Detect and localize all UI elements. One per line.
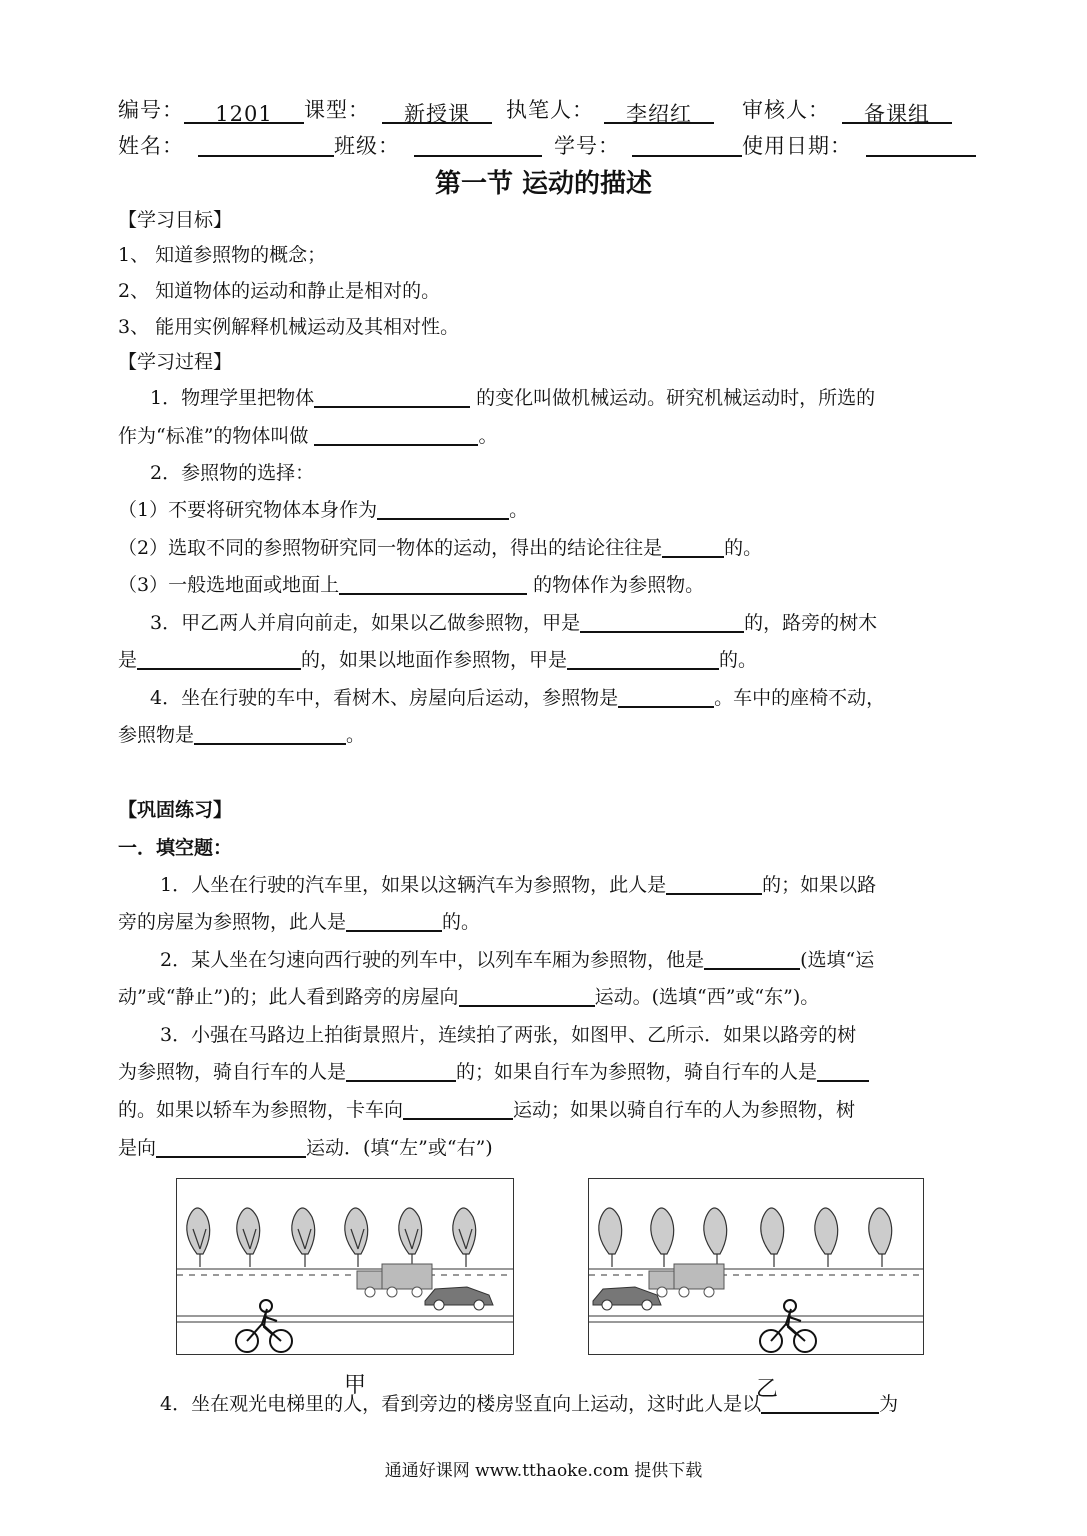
car-icon xyxy=(593,1287,661,1310)
q2-text: 2．参照物的选择： xyxy=(150,462,315,484)
answer-blank[interactable] xyxy=(346,910,442,932)
figure-yi xyxy=(588,1178,924,1355)
zhibi-value: 李绍红 xyxy=(604,102,714,124)
answer-blank[interactable] xyxy=(137,648,301,670)
answer-blank[interactable] xyxy=(339,573,527,595)
question-line xyxy=(118,985,819,1009)
answer-blank[interactable] xyxy=(156,1136,306,1158)
footer: 通通好课网 www.tthaoke.com 提供下载 xyxy=(384,1461,703,1481)
name-label: 姓名： xyxy=(118,134,184,158)
class-label: 班级： xyxy=(334,134,400,158)
header-row-1 xyxy=(118,98,952,124)
question-line xyxy=(160,873,876,897)
question-line xyxy=(160,1392,898,1416)
process-heading: 【学习过程】 xyxy=(118,351,233,373)
p2-text-b: (选填“运 xyxy=(800,949,875,971)
answer-blank[interactable] xyxy=(377,498,509,520)
shenhe-label: 审核人： xyxy=(742,98,830,122)
q2-1-end: 。 xyxy=(509,499,529,521)
p1-text-c: 旁的房屋为参照物，此人是 xyxy=(118,911,347,933)
answer-blank[interactable] xyxy=(314,424,478,446)
q4-text-c: 参照物是 xyxy=(118,724,195,746)
question-line xyxy=(118,723,365,747)
car-icon xyxy=(425,1287,493,1310)
p1-text-b: 的；如果以路 xyxy=(762,874,877,896)
bianhao-value: 1201 xyxy=(184,102,304,124)
p3-text-c: 的；如果自行车为参照物，骑自行车的人是 xyxy=(456,1061,818,1083)
question-line xyxy=(118,424,497,448)
header-row-2 xyxy=(118,134,976,158)
q1-text-d: 。 xyxy=(478,425,498,447)
figure-jia xyxy=(176,1178,514,1355)
goals-heading: 【学习目标】 xyxy=(118,209,233,231)
question-line xyxy=(118,1098,855,1122)
q4-text-d: 。 xyxy=(346,724,366,746)
answer-blank[interactable] xyxy=(459,985,595,1007)
answer-blank[interactable] xyxy=(704,948,800,970)
practice-heading: 【巩固练习】 xyxy=(118,799,233,821)
p3-text-e: 运动；如果以骑自行车的人为参照物，树 xyxy=(513,1099,856,1121)
date-label: 使用日期： xyxy=(742,134,852,158)
q3-text-b: 的，路旁的树木 xyxy=(744,612,878,634)
q1-text-c: 作为“标准”的物体叫做 xyxy=(118,425,315,447)
q2-1-text: （1）不要将研究物体本身作为 xyxy=(118,499,378,521)
question-line xyxy=(150,386,875,410)
zhibi-label: 执笔人： xyxy=(506,98,594,122)
kexing-value: 新授课 xyxy=(382,102,492,124)
answer-blank[interactable] xyxy=(567,648,719,670)
question-line xyxy=(118,1136,493,1160)
class-field[interactable] xyxy=(414,135,542,157)
date-field[interactable] xyxy=(866,135,976,157)
answer-blank[interactable] xyxy=(666,873,762,895)
q4-text: 4．坐在行驶的车中，看树木、房屋向后运动，参照物是 xyxy=(150,687,619,709)
q2-3-text: （3）一般选地面或地面上 xyxy=(118,574,340,596)
answer-blank[interactable] xyxy=(194,723,346,745)
q3-text-e: 的。 xyxy=(719,649,758,671)
question-line xyxy=(150,686,885,710)
name-field[interactable] xyxy=(198,135,334,157)
tree-row-icon xyxy=(187,1208,476,1267)
question-line xyxy=(118,498,528,522)
shenhe-value: 备课组 xyxy=(842,102,952,124)
question-line xyxy=(150,611,877,635)
goal-item-3: 3、 能用实例解释机械运动及其相对性。 xyxy=(118,316,460,338)
street-scene-jia xyxy=(177,1179,513,1354)
p3-text-d: 的。如果以轿车为参照物，卡车向 xyxy=(118,1099,404,1121)
p3-text: 3．小强在马路边上拍街景照片，连续拍了两张，如图甲、乙所示．如果以路旁的树 xyxy=(160,1024,857,1046)
bianhao-label: 编号： xyxy=(118,98,184,122)
cyclist-icon xyxy=(236,1300,292,1352)
q1-text: 1．物理学里把物体 xyxy=(150,387,315,409)
cyclist-icon xyxy=(760,1300,816,1352)
question-line xyxy=(118,536,762,560)
q4-text-b: 。车中的座椅不动， xyxy=(714,687,886,709)
answer-blank[interactable] xyxy=(580,611,744,633)
p2-text-d: 运动。(选填“西”或“东”)。 xyxy=(594,986,820,1008)
street-scene-yi xyxy=(589,1179,923,1354)
p3-text-g: 运动．(填“左”或“右”) xyxy=(306,1137,493,1159)
goal-item-1: 1、 知道参照物的概念； xyxy=(118,244,327,266)
figure-label-jia: 甲 xyxy=(344,1373,367,1398)
question-line xyxy=(118,648,757,672)
p4-text: 4．坐在观光电梯里的人，看到旁边的楼房竖直向上运动，这时此人是以 xyxy=(160,1393,762,1415)
question-line xyxy=(118,910,480,934)
answer-blank[interactable] xyxy=(314,386,470,408)
q1-text-cont: 的变化叫做机械运动。研究机械运动时，所选的 xyxy=(470,387,876,409)
number-label: 学号： xyxy=(554,134,620,158)
q2-3-end: 的物体作为参照物。 xyxy=(527,574,705,596)
answer-blank[interactable] xyxy=(817,1060,869,1082)
question-line xyxy=(160,948,874,972)
goal-item-2: 2、 知道物体的运动和静止是相对的。 xyxy=(118,280,441,302)
q3-text-d: 的，如果以地面作参照物，甲是 xyxy=(301,649,568,671)
answer-blank[interactable] xyxy=(403,1098,513,1120)
p1-text-d: 的。 xyxy=(442,911,481,933)
q2-2-text: （2）选取不同的参照物研究同一物体的运动，得出的结论往往是 xyxy=(118,537,663,559)
p3-text-b: 为参照物，骑自行车的人是 xyxy=(118,1061,347,1083)
p4-text-b: 为 xyxy=(879,1393,899,1415)
section-heading: 一．填空题： xyxy=(118,837,233,859)
question-line xyxy=(118,1060,869,1084)
q3-text-c: 是 xyxy=(118,649,138,671)
answer-blank[interactable] xyxy=(761,1392,879,1414)
p1-text: 1．人坐在行驶的汽车里，如果以这辆汽车为参照物，此人是 xyxy=(160,874,667,896)
q2-2-end: 的。 xyxy=(724,537,763,559)
q3-text: 3．甲乙两人并肩向前走，如果以乙做参照物，甲是 xyxy=(150,612,581,634)
answer-blank[interactable] xyxy=(346,1060,456,1082)
answer-blank[interactable] xyxy=(662,536,724,558)
p2-text-c: 动”或“静止”)的；此人看到路旁的房屋向 xyxy=(118,986,459,1008)
p3-text-f: 是向 xyxy=(118,1137,157,1159)
answer-blank[interactable] xyxy=(618,686,714,708)
p2-text: 2．某人坐在匀速向西行驶的列车中，以列车车厢为参照物，他是 xyxy=(160,949,705,971)
tree-row-icon xyxy=(599,1208,892,1267)
page-title: 第一节 运动的描述 xyxy=(434,169,653,199)
figure-label-yi: 乙 xyxy=(756,1377,779,1402)
number-field[interactable] xyxy=(632,135,742,157)
kexing-label: 课型： xyxy=(304,98,370,122)
question-line xyxy=(118,573,704,597)
